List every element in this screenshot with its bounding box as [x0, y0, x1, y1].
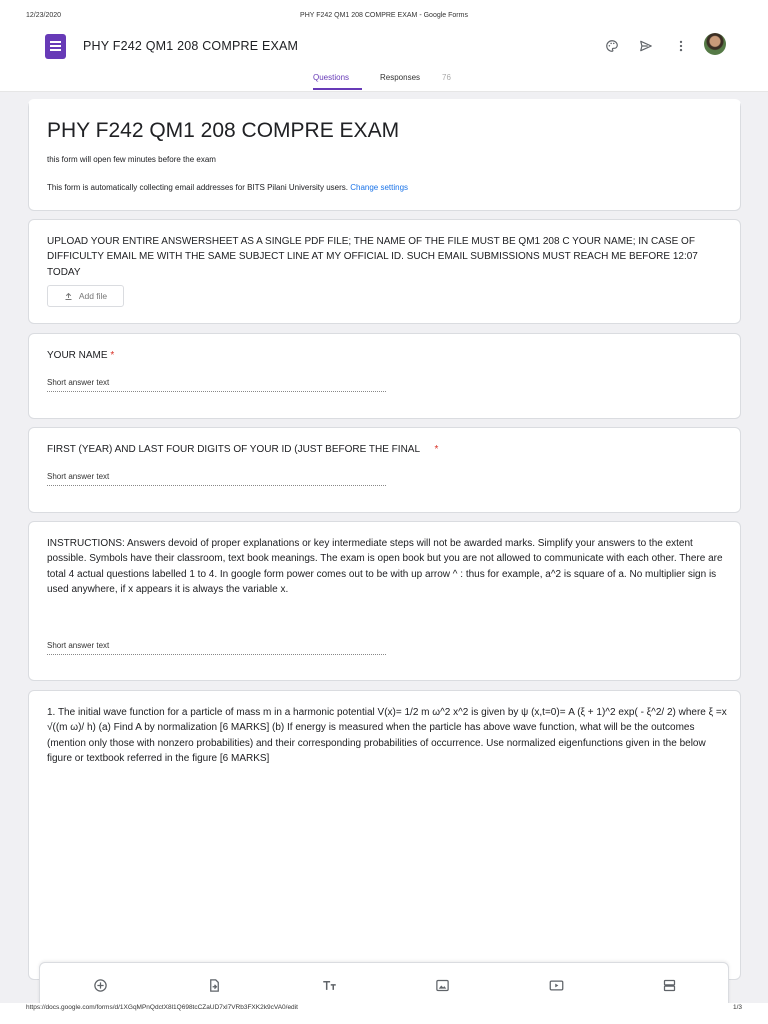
required-asterisk: * [434, 444, 439, 455]
more-vert-icon[interactable] [670, 35, 692, 57]
short-answer-input[interactable]: Short answer text [47, 472, 386, 486]
add-section-icon[interactable] [660, 976, 678, 994]
question-card-upload[interactable] [28, 219, 741, 324]
forms-logo-icon[interactable] [45, 34, 66, 59]
form-title[interactable]: PHY F242 QM1 208 COMPRE EXAM [47, 119, 400, 142]
question-text [47, 348, 730, 363]
add-question-icon[interactable] [91, 976, 109, 994]
question-text: UPLOAD YOUR ENTIRE ANSWERSHEET AS A SINGLE PDF FILE; THE NAME OF THE FILE MUST BE QM1 208 C YOUR NAME; IN CASE OF DIFFICULTY EMAIL ME WITH THE SAME SUBJECT LINE AT MY OFFICIAL ID. SUCH EMAIL SUBMISSIONS MUST REACH ME BEFORE 12:07 TODAY [47, 236, 698, 278]
question-card-name[interactable] [28, 333, 741, 419]
email-collection-text: This form is automatically collecting email addresses for BITS Pilani University users. [47, 183, 348, 192]
responses-count: 76 [442, 73, 451, 82]
question-text: INSTRUCTIONS: Answers devoid of proper explanations or key intermediate steps will not be awarded marks. Simplify your answers to the extent possible. Symbols have their classroom, text book meanings. The exam is open book but you are not allowed to communicate with each other. There are total 4 actual questions labelled 1 to 4. In google form power comes out to be with up arrow ^ : thus for example, a^2 is square of a. No multiplier sign is used anywhere, if x appears it is always the variable x. [47, 538, 723, 595]
add-file-button[interactable] [47, 285, 124, 307]
tab-responses[interactable]: Responses [380, 73, 421, 82]
add-file-label: Add file [78, 291, 108, 301]
active-tab-indicator [313, 88, 362, 90]
question-text [47, 442, 730, 457]
question-label: YOUR NAME [47, 350, 108, 361]
short-answer-input[interactable]: Short answer text [47, 641, 386, 655]
print-header [0, 0, 768, 30]
print-footer [0, 1003, 768, 1024]
avatar[interactable] [704, 33, 726, 55]
add-title-icon[interactable] [320, 976, 338, 994]
question-text: 1. The initial wave function for a particle of mass m in a harmonic potential V(x)= 1/2 m ω^2 x^2 is given by ψ (x,t=0)= A (ξ + 1)^2 exp( - ξ^2/ 2) where ξ =x √((m ω)/ h) (a) Find A by normalization [6 MARKS] (b) If energy is measured when the particle has above wave function, what will be the outcomes (mention only those with nonzero probabilities) and their corresponding probabilities of occurrence. Use normalized eigenfunctions given in the below figure or textbook referred in the figure [6 MARKS] [47, 707, 727, 764]
question-card-instructions[interactable] [28, 521, 741, 681]
question-card-id[interactable] [28, 427, 741, 513]
email-collection-note [47, 183, 408, 192]
form-title-card[interactable] [28, 99, 741, 211]
change-settings-link[interactable]: Change settings [350, 183, 409, 192]
bottom-toolbar [39, 962, 729, 1006]
app-bar [0, 30, 768, 65]
palette-icon[interactable] [601, 35, 623, 57]
question-label: FIRST (YEAR) AND LAST FOUR DIGITS OF YOUR ID (JUST BEFORE THE FINAL [47, 444, 420, 455]
send-icon[interactable] [635, 35, 657, 57]
tab-questions[interactable]: Questions [313, 73, 350, 82]
print-url: https://docs.google.com/forms/d/1XGqMPnQdctX8l1Q698tcCZaUD7xl7VRb3FXK2k9cVA0/edit [26, 1004, 298, 1011]
print-page-title: PHY F242 QM1 208 COMPRE EXAM - Google Forms [300, 12, 468, 19]
import-questions-icon[interactable] [205, 976, 223, 994]
tab-bar [0, 65, 768, 92]
print-page-number: 1/3 [732, 1004, 742, 1011]
required-asterisk: * [110, 350, 115, 361]
print-date: 12/23/2020 [26, 12, 62, 19]
add-video-icon[interactable] [547, 976, 565, 994]
question-card-q1[interactable] [28, 690, 741, 980]
add-image-icon[interactable] [433, 976, 451, 994]
short-answer-input[interactable]: Short answer text [47, 378, 386, 392]
app-title: PHY F242 QM1 208 COMPRE EXAM [83, 39, 299, 53]
upload-icon [64, 292, 73, 301]
form-description[interactable]: this form will open few minutes before the exam [47, 155, 216, 164]
